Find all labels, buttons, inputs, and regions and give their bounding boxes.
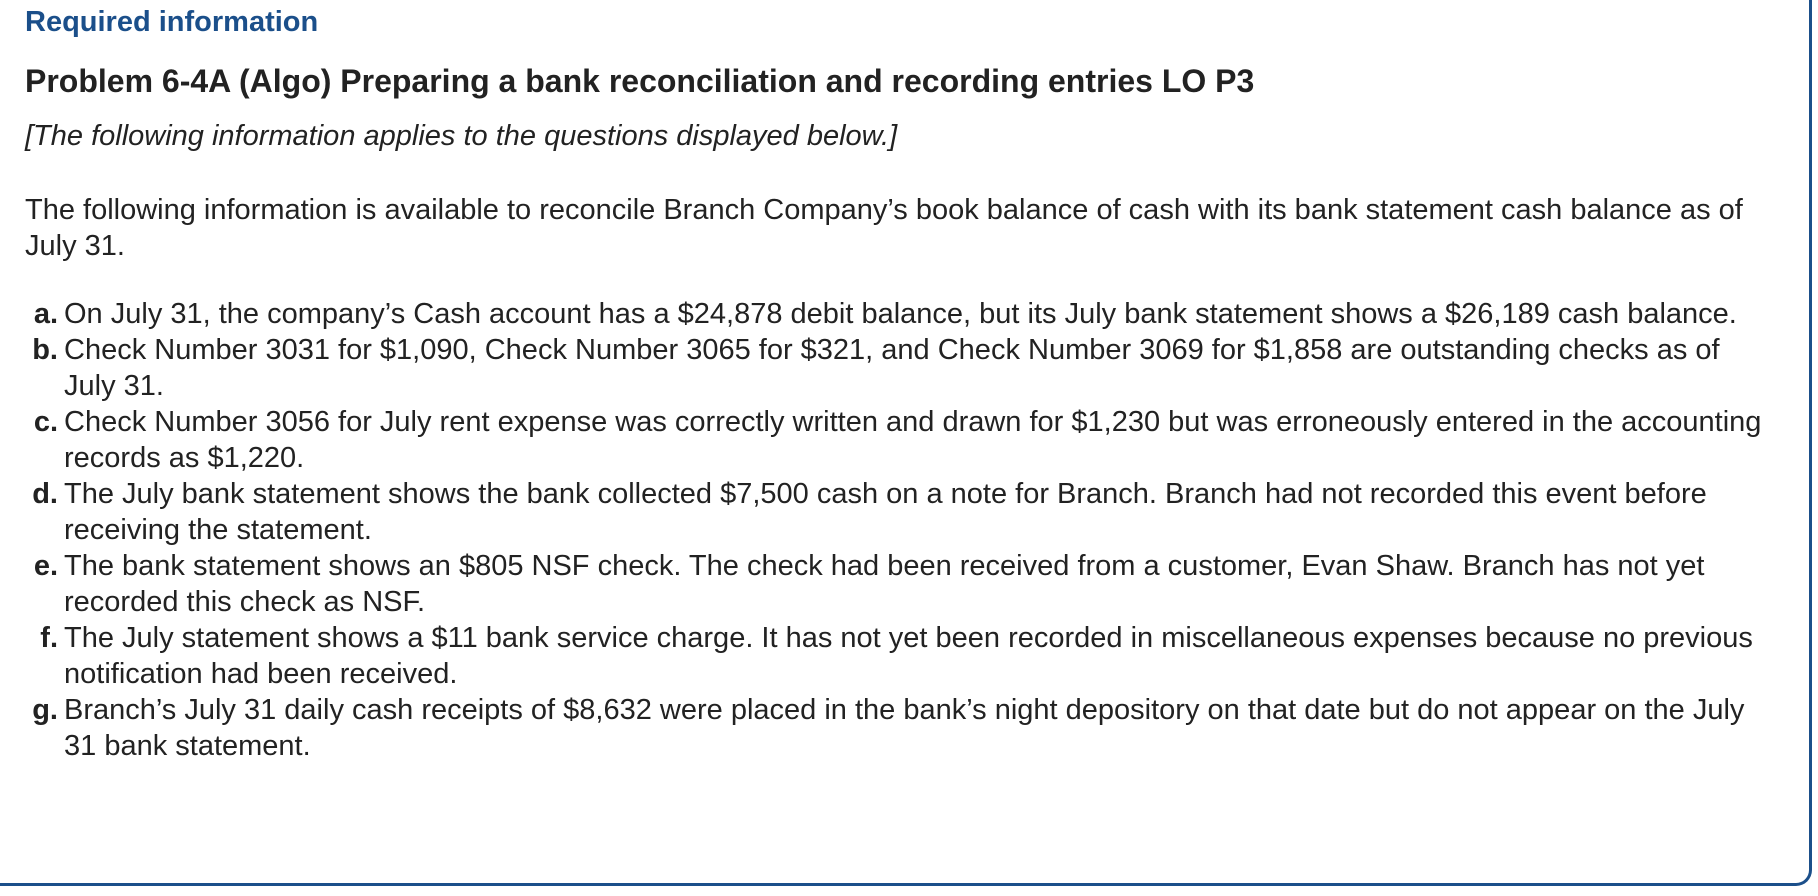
information-list [25, 296, 1765, 764]
intro-note: [The following information applies to the questions displayed below.] [25, 120, 898, 152]
item-text: Check Number 3056 for July rent expense was correctly written and drawn for $1,230 but was erroneously entered in the accounting records as $1,220. [64, 406, 1762, 474]
list-item [25, 692, 1765, 764]
item-letter: g. [32, 694, 58, 726]
problem-description: The following information is available to reconcile Branch Company’s book balance of cash with its bank statement cash balance as of July 31. [25, 194, 1743, 262]
problem-title: Problem 6-4A (Algo) Preparing a bank reconciliation and recording entries LO P3 [25, 63, 1255, 99]
item-text: On July 31, the company’s Cash account has a $24,878 debit balance, but its July bank statement shows a $26,189 cash balance. [64, 298, 1737, 330]
list-item [25, 620, 1765, 692]
list-item [25, 404, 1765, 476]
item-text: The bank statement shows an $805 NSF check. The check had been received from a customer, Evan Shaw. Branch has not yet recorded this check as NSF. [64, 550, 1705, 618]
item-text: The July statement shows a $11 bank service charge. It has not yet been recorded in miscellaneous expenses because no previous notification had been received. [64, 622, 1753, 690]
list-item [25, 548, 1765, 620]
item-letter: d. [32, 478, 58, 510]
item-text: The July bank statement shows the bank collected $7,500 cash on a note for Branch. Branch had not recorded this event before receiving the statement. [64, 478, 1707, 546]
item-letter: f. [40, 622, 58, 654]
list-item [25, 296, 1765, 332]
item-letter: e. [33, 550, 58, 582]
list-item [25, 332, 1765, 404]
item-text: Check Number 3031 for $1,090, Check Number 3065 for $321, and Check Number 3069 for $1,858 are outstanding checks as of July 31. [64, 334, 1720, 402]
required-information-heading: Required information [25, 6, 319, 38]
item-letter: a. [33, 298, 58, 330]
item-letter: c. [33, 406, 58, 438]
list-item [25, 476, 1765, 548]
item-letter: b. [32, 334, 58, 366]
item-text: Branch’s July 31 daily cash receipts of $8,632 were placed in the bank’s night depository on that date but do not appear on the July 31 bank statement. [64, 694, 1745, 762]
